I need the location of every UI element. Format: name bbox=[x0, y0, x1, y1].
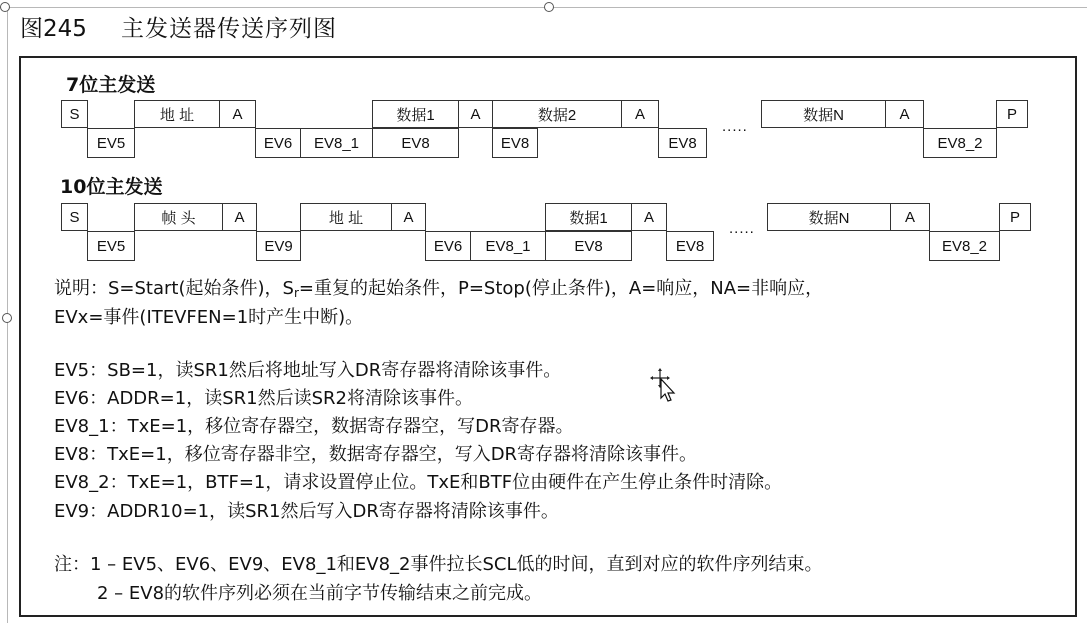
note-2: 2 – EV8的软件序列必须在当前字节传输结束之前完成。 bbox=[97, 583, 543, 604]
seq10-stop-cell: P bbox=[999, 203, 1031, 231]
seq10-ack-cell: A bbox=[631, 203, 667, 231]
legend-description-part1: 说明：S=Start(起始条件)，S bbox=[54, 278, 294, 299]
seq7-ack-cell: A bbox=[458, 100, 493, 128]
ev9-description: EV9：ADDR10=1，读SR1然后写入DR寄存器将清除该事件。 bbox=[54, 501, 559, 522]
seven-bit-label: 7位主发送 bbox=[66, 74, 156, 96]
resize-handle-left-middle[interactable] bbox=[2, 313, 12, 323]
ev8-1-description: EV8_1：TxE=1，移位寄存器空，数据寄存器空，写DR寄存器。 bbox=[54, 416, 574, 437]
seq7-event-cell: EV8_2 bbox=[923, 128, 997, 158]
seq10-event-cell: EV8_2 bbox=[929, 231, 1000, 261]
figure-title: 主发送器传送序列图 bbox=[121, 16, 337, 42]
seq7-ack-cell: A bbox=[621, 100, 659, 128]
seq7-stop-cell: P bbox=[996, 100, 1028, 128]
legend-description bbox=[54, 274, 823, 300]
seq10-address-cell: 地 址 bbox=[300, 203, 392, 231]
seq10-event-cell: EV9 bbox=[256, 231, 301, 261]
seq7-data2-cell: 数据2 bbox=[492, 100, 622, 128]
move-cursor-icon bbox=[650, 368, 678, 404]
ev5-description: EV5：SB=1，读SR1然后将地址写入DR寄存器将清除该事件。 bbox=[54, 360, 562, 381]
seq7-event-cell: EV5 bbox=[87, 128, 135, 158]
ev6-description: EV6：ADDR=1，读SR1然后读SR2将清除该事件。 bbox=[54, 388, 473, 409]
resize-handle-top-left[interactable] bbox=[0, 2, 10, 12]
seq10-data1-cell: 数据1 bbox=[545, 203, 632, 231]
seq7-address-cell: 地 址 bbox=[134, 100, 220, 128]
seq10-start-cell: S bbox=[61, 203, 88, 231]
ten-bit-label: 10位主发送 bbox=[60, 176, 163, 198]
seq10-event-cell: EV8_1 bbox=[470, 231, 546, 261]
seq7-ack-cell: A bbox=[219, 100, 256, 128]
seq7-data1-cell: 数据1 bbox=[372, 100, 459, 128]
legend-description-part2: =重复的起始条件，P=Stop(停止条件)，A=响应，NA=非响应， bbox=[298, 278, 824, 299]
seq7-event-cell: EV8_1 bbox=[300, 128, 373, 158]
seq7-event-cell: EV8 bbox=[492, 128, 538, 158]
seq7-ack-cell: A bbox=[885, 100, 924, 128]
seq7-event-cell: EV8 bbox=[372, 128, 459, 158]
legend-subscript: r bbox=[293, 286, 299, 300]
seq7-ellipsis: ..... bbox=[722, 118, 748, 135]
resize-handle-top-center[interactable] bbox=[544, 2, 554, 12]
seq10-header-cell: 帧 头 bbox=[134, 203, 223, 231]
figure-frame bbox=[19, 56, 1077, 617]
seq10-event-cell: EV6 bbox=[425, 231, 471, 261]
seq7-dataN-cell: 数据N bbox=[761, 100, 886, 128]
seq10-ellipsis: ..... bbox=[729, 220, 755, 237]
seq10-ack-cell: A bbox=[222, 203, 257, 231]
seq7-event-cell: EV6 bbox=[255, 128, 301, 158]
seq10-ack-cell: A bbox=[890, 203, 930, 231]
figure-number: 图245 bbox=[20, 16, 87, 42]
legend-event-description: EVx=事件(ITEVFEN=1时产生中断)。 bbox=[54, 307, 364, 328]
seq7-start-cell: S bbox=[61, 100, 88, 128]
seq7-event-cell: EV8 bbox=[658, 128, 707, 158]
ev8-2-description: EV8_2：TxE=1，BTF=1，请求设置停止位。TxE和BTF位由硬件在产生停止条件时清除。 bbox=[54, 472, 783, 493]
ev8-description: EV8：TxE=1，移位寄存器非空，数据寄存器空，写入DR寄存器将清除该事件。 bbox=[54, 444, 698, 465]
seq10-ack-cell: A bbox=[391, 203, 426, 231]
seq10-event-cell: EV5 bbox=[87, 231, 135, 261]
seq10-dataN-cell: 数据N bbox=[767, 203, 891, 231]
seq10-event-cell: EV8 bbox=[545, 231, 632, 261]
note-1: 注：1 – EV5、EV6、EV9、EV8_1和EV8_2事件拉长SCL低的时间，直到对应的软件序列结束。 bbox=[54, 554, 823, 575]
seq10-event-cell: EV8 bbox=[666, 231, 714, 261]
